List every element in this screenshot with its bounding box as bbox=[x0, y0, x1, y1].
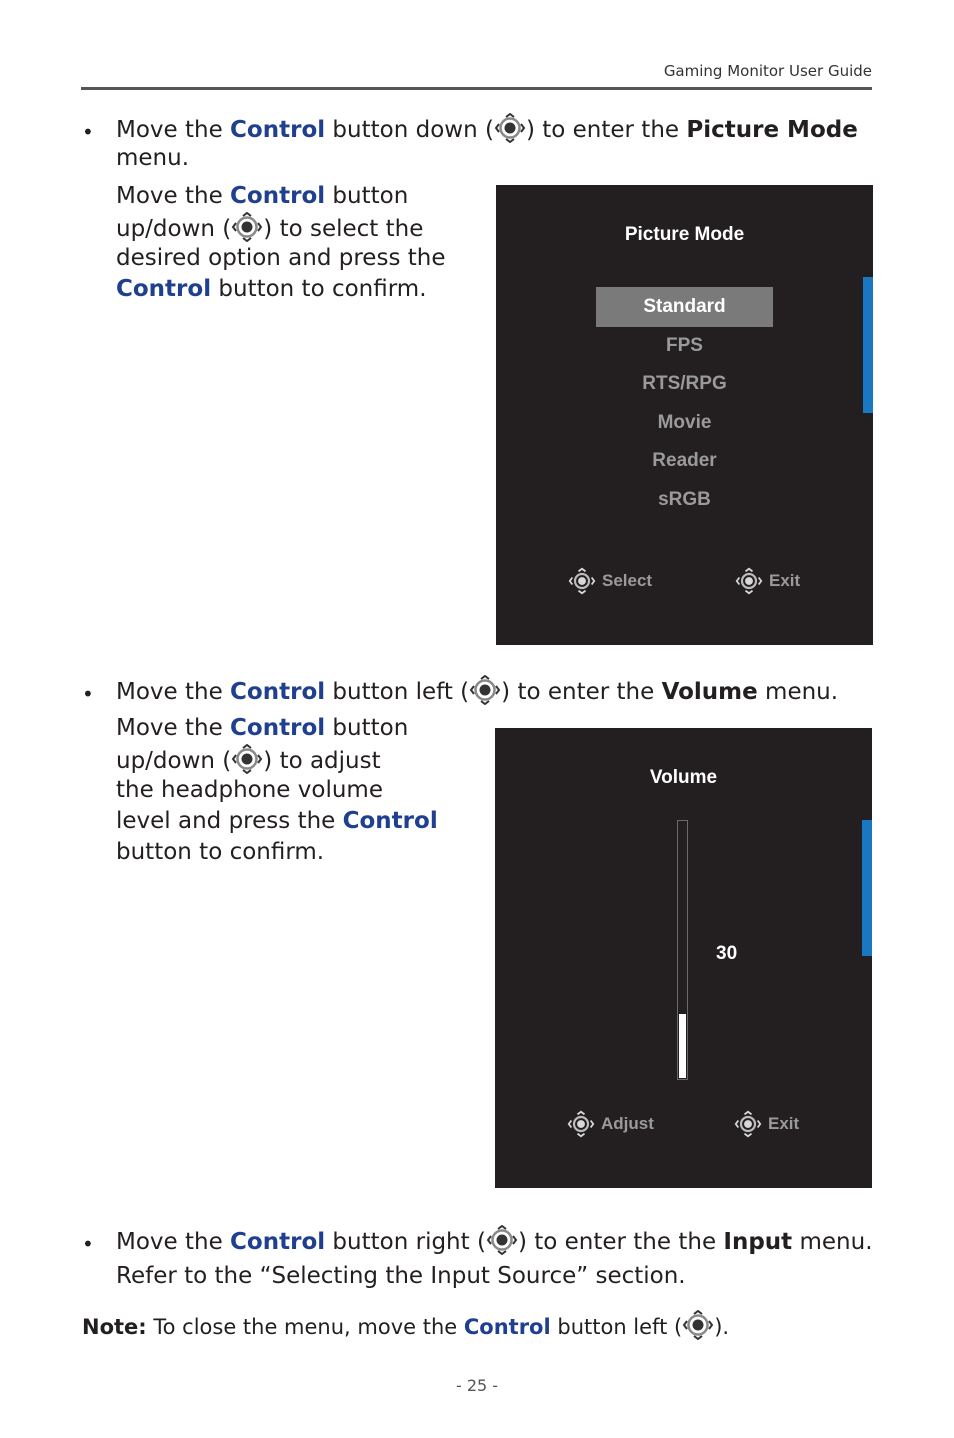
control-keyword: Control bbox=[230, 183, 326, 209]
section2-line1 bbox=[116, 675, 838, 708]
text: button left ( bbox=[550, 1315, 683, 1339]
text: ) to enter the bbox=[525, 117, 687, 143]
exit-label: Exit bbox=[769, 571, 801, 590]
section2-line4: the headphone volume bbox=[116, 777, 383, 803]
text: button left ( bbox=[325, 679, 470, 705]
joystick-left-icon bbox=[682, 1310, 714, 1340]
text: Move the bbox=[116, 1229, 231, 1255]
menu-item-srgb[interactable]: sRGB bbox=[658, 489, 711, 510]
exit-label: Exit bbox=[768, 1114, 800, 1133]
volume-slider-fill bbox=[679, 1014, 686, 1079]
section2-line6: button to confirm. bbox=[116, 839, 325, 865]
menu-item-reader[interactable]: Reader bbox=[652, 450, 717, 471]
text: To close the menu, move the bbox=[146, 1315, 464, 1339]
joystick-icon bbox=[567, 1110, 595, 1138]
text: level and press the bbox=[116, 808, 343, 834]
text: ) to enter the bbox=[501, 679, 662, 705]
joystick-left-icon bbox=[469, 675, 501, 705]
section2-line3 bbox=[116, 744, 381, 777]
control-keyword: Control bbox=[116, 276, 212, 302]
select-hint bbox=[568, 567, 652, 595]
picture-mode-keyword: Picture Mode bbox=[686, 117, 858, 143]
text: button down ( bbox=[325, 117, 494, 143]
text: menu. bbox=[757, 679, 839, 705]
text: ). bbox=[714, 1315, 730, 1339]
volume-osd bbox=[495, 728, 872, 1188]
section3-line2: Refer to the “Selecting the Input Source” section. bbox=[116, 1263, 686, 1289]
text: up/down ( bbox=[116, 748, 232, 774]
menu-item-rts-rpg[interactable]: RTS/RPG bbox=[642, 373, 727, 394]
section1-line1 bbox=[116, 113, 858, 146]
joystick-updown-icon bbox=[231, 744, 263, 774]
joystick-icon bbox=[735, 567, 763, 595]
section2-line2 bbox=[116, 713, 408, 744]
section1-line5: desired option and press the bbox=[116, 245, 446, 271]
control-keyword: Control bbox=[230, 1229, 326, 1255]
page-number: - 25 - bbox=[455, 1376, 499, 1395]
menu-item-movie[interactable]: Movie bbox=[657, 412, 712, 433]
text: ) to enter the the bbox=[517, 1229, 724, 1255]
joystick-updown-icon bbox=[231, 212, 263, 242]
section3-line1 bbox=[116, 1225, 873, 1258]
header-rule bbox=[81, 87, 872, 90]
section1-line4 bbox=[116, 212, 423, 245]
control-keyword: Control bbox=[230, 715, 326, 741]
text: ) to adjust bbox=[263, 748, 381, 774]
text: button bbox=[325, 183, 409, 209]
joystick-right-icon bbox=[486, 1225, 518, 1255]
text: button to confirm. bbox=[211, 276, 427, 302]
bullet: • bbox=[82, 682, 94, 706]
exit-hint bbox=[734, 1110, 799, 1138]
text: Move the bbox=[116, 679, 231, 705]
volume-slider[interactable] bbox=[677, 820, 688, 1080]
volume-keyword: Volume bbox=[661, 679, 758, 705]
picture-mode-osd bbox=[496, 185, 873, 645]
adjust-hint bbox=[567, 1110, 654, 1138]
exit-hint bbox=[735, 567, 800, 595]
bullet: • bbox=[82, 1232, 94, 1256]
text: menu. bbox=[792, 1229, 873, 1255]
input-keyword: Input bbox=[723, 1229, 793, 1255]
text: Move the bbox=[116, 183, 231, 209]
text: Move the bbox=[116, 117, 231, 143]
menu-item-fps[interactable]: FPS bbox=[666, 335, 703, 356]
osd-side-tab bbox=[862, 820, 872, 956]
text: button bbox=[325, 715, 409, 741]
joystick-icon bbox=[734, 1110, 762, 1138]
osd-title: Volume bbox=[649, 767, 718, 788]
osd-side-tab bbox=[863, 277, 873, 413]
text: ) to select the bbox=[263, 216, 424, 242]
osd-title: Picture Mode bbox=[624, 224, 745, 245]
joystick-icon bbox=[568, 567, 596, 595]
bullet: • bbox=[82, 120, 94, 144]
note-label: Note: bbox=[82, 1315, 147, 1339]
header-title: Gaming Monitor User Guide bbox=[663, 62, 872, 80]
control-keyword: Control bbox=[230, 117, 326, 143]
control-keyword: Control bbox=[463, 1315, 551, 1339]
text: button right ( bbox=[325, 1229, 486, 1255]
select-label: Select bbox=[602, 571, 653, 590]
menu-item-standard[interactable]: Standard bbox=[596, 287, 773, 327]
text: up/down ( bbox=[116, 216, 232, 242]
adjust-label: Adjust bbox=[601, 1114, 654, 1133]
volume-value: 30 bbox=[716, 943, 738, 964]
section1-line3 bbox=[116, 181, 408, 212]
control-keyword: Control bbox=[230, 679, 326, 705]
section1-line2: menu. bbox=[116, 145, 190, 171]
joystick-down-icon bbox=[494, 113, 526, 143]
section1-line6 bbox=[116, 274, 427, 305]
section2-line5 bbox=[116, 806, 438, 837]
note bbox=[82, 1310, 729, 1340]
text: Move the bbox=[116, 715, 231, 741]
control-keyword: Control bbox=[342, 808, 438, 834]
